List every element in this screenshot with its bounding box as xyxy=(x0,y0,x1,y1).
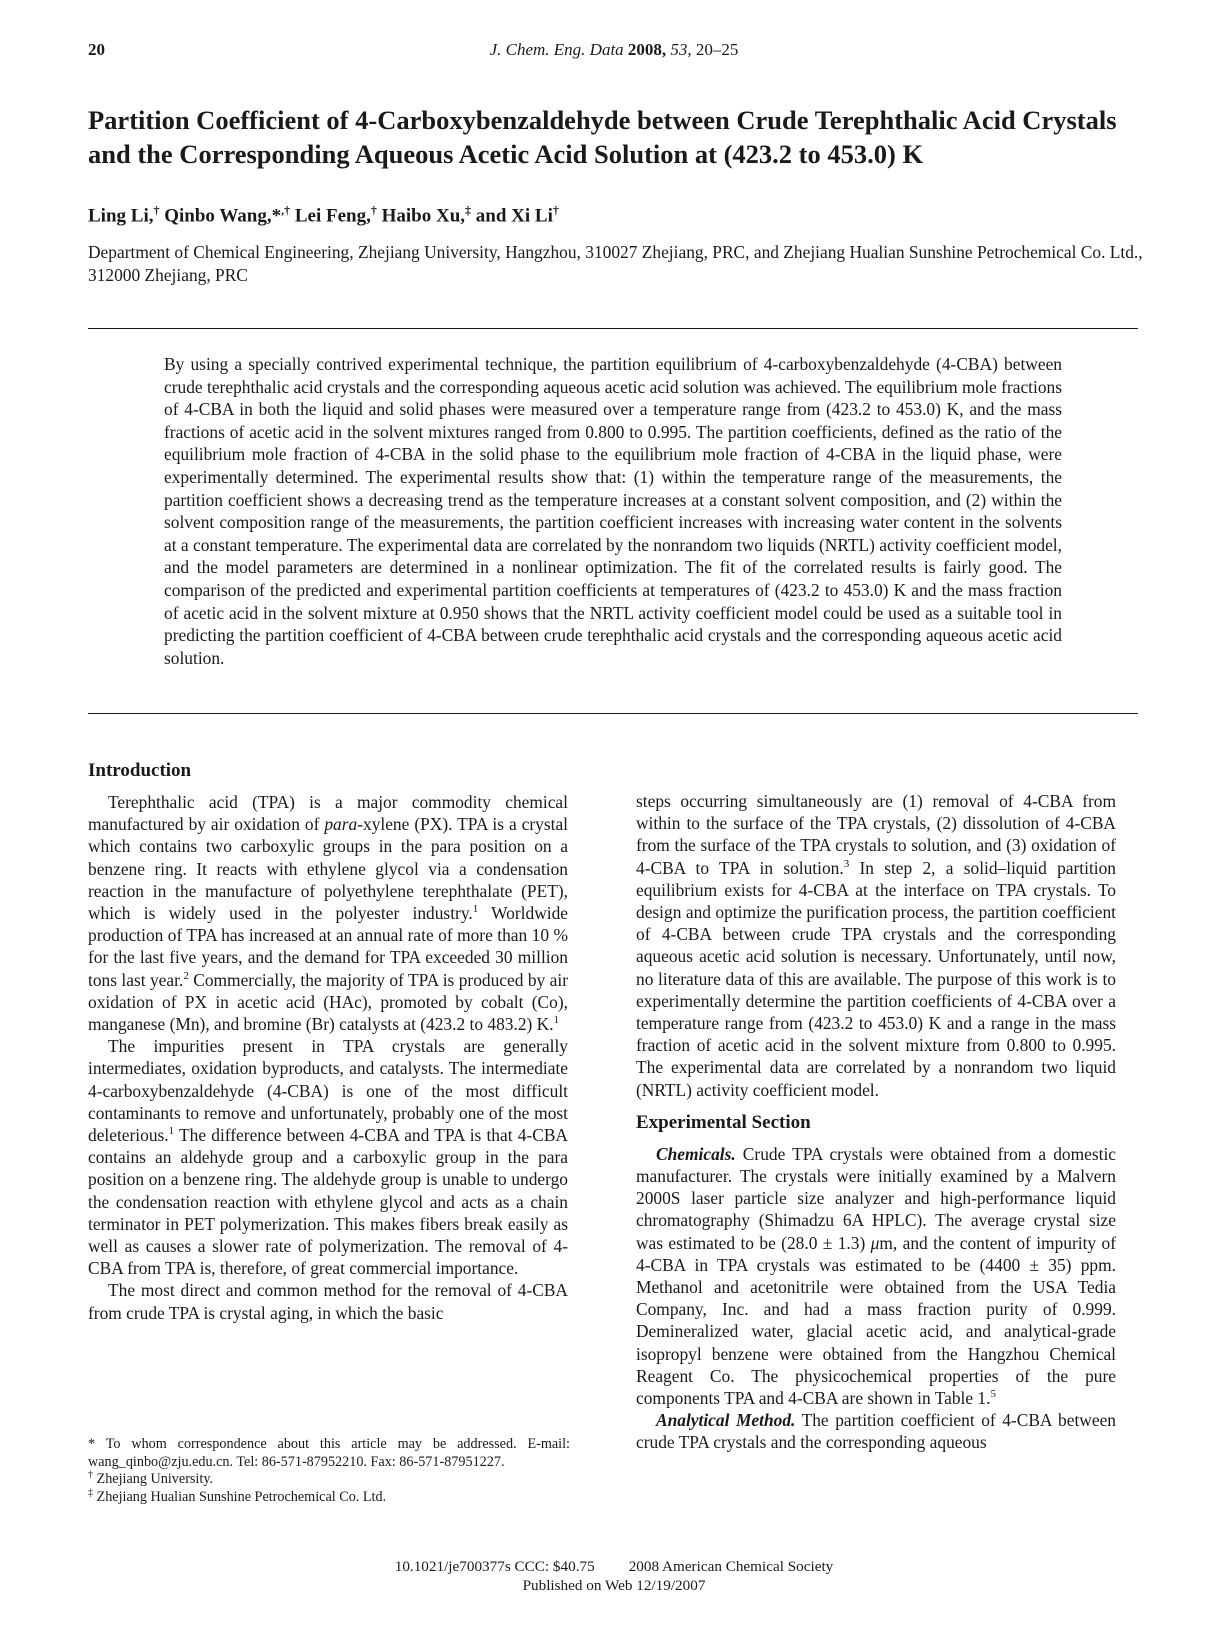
page-number: 20 xyxy=(88,40,105,59)
reference-mark: 3 xyxy=(843,857,850,870)
reference-mark: 1 xyxy=(168,1125,175,1138)
author-list xyxy=(88,203,559,227)
published-date: Published on Web 12/19/2007 xyxy=(522,1577,706,1594)
author-name: Haibo Xu, xyxy=(381,205,466,227)
reference-mark: 2 xyxy=(183,969,189,982)
intro-paragraph-3: The most direct and common method for the removal of 4-CBA from crude TPA is crystal aging, in which the basic xyxy=(88,1280,568,1323)
intro-paragraph-2: The impurities present in TPA crystals are generally intermediates, oxidation byproducts, and catalysts. The intermediate 4-carboxybenzaldehyde (4-CBA) is one of the most difficult contaminants to remove and unfortunately, probably one of the most deleterious.$^1$ The difference between 4-CBA and TPA is that 4-CBA contains an aldehyde group and a carboxylic group in the para position on a benzene ring. The aldehyde group is unable to undergo the condensation reaction with ethylene glycol and acts as a chain terminator in PET polymerization. This makes fibers break easily as well as causes a slower rate of polymerization. The removal of 4-CBA from TPA is, therefore, of great commercial importance. xyxy=(88,1036,568,1279)
journal-citation xyxy=(0,40,1228,60)
reference-mark: 1 xyxy=(472,903,479,916)
article-title: Partition Coefficient of 4-Carboxybenzaldehyde between Crude Terephthalic Acid Crystals and the Corresponding Aqueous Acetic Acid Solution at (423.2 to 453.0) K xyxy=(88,105,1117,169)
doi-price: 10.1021/je700377s CCC: $40.75 xyxy=(394,1558,595,1575)
intro-paragraph-3-continued: steps occurring simultaneously are (1) removal of 4-CBA from within to the surface of the TPA crystals, (2) dissolution of 4-CBA from the surface of the TPA crystals to solution, and (3) oxidation of 4-CBA to TPA in solution.$^3$ In step 2, a solid–liquid partition equilibrium exists for 4-CBA at the interface on TPA crystals. To design and optimize the purification process, the partition coefficient of 4-CBA between crude TPA crystals and the corresponding aqueous acetic acid solution is necessary. Unfortunately, until now, no literature data of this are available. The purpose of this work is to experimentally determine the partition coefficients of 4-CBA over a temperature range from (423.2 to 453.0) K and a range in the mass fraction of acetic acid in the solvent mixture from 0.800 to 0.995. The experimental data are correlated by a nonrandom two liquid (NRTL) activity coefficient model. xyxy=(636,791,1116,1100)
chemicals-paragraph: Chemicals. Crude TPA crystals were obtained from a domestic manufacturer. The crystals were initially examined by a Malvern 2000S laser particle size analyzer and high-performance liquid chromatography (Shimadzu 6A HPLC). The average crystal size was estimated to be (28.0 ± 1.3) μm, and the content of impurity of 4-CBA in TPA crystals was estimated to be (4400 ± 35) ppm. Methanol and acetonitrile were obtained from the USA Tedia Company, Inc. and had a mass fraction purity of 0.999. Demineralized water, glacial acetic acid, and analytical-grade isopropyl benzene were obtained from the Hangzhou Chemical Reagent Co. The physicochemical properties of the pure components TPA and 4-CBA are shown in Table 1.$^5$ xyxy=(636,1143,1116,1409)
analytical-method-paragraph: Analytical Method. The partition coefficient of 4-CBA between crude TPA crystals and the corresponding aqueous xyxy=(636,1410,1116,1453)
journal-volume: 53, xyxy=(670,40,692,59)
footnote-double-dagger: ‡ Zhejiang Hualian Sunshine Petrochemical Co. Ltd. xyxy=(88,1486,387,1505)
author-affiliation-mark: † xyxy=(552,203,559,217)
abstract: By using a specially contrived experimental technique, the partition equilibrium of 4-carboxybenzaldehyde (4-CBA) between crude terephthalic acid crystals and the corresponding aqueous acetic acid solution was achieved. The equilibrium mole fractions of 4-CBA in both the liquid and solid phases were measured over a temperature range from (423.2 to 453.0) K, and the mass fractions of acetic acid in the solvent mixtures ranged from 0.800 to 0.995. The partition coefficients, defined as the ratio of the equilibrium mole fraction of 4-CBA in the solid phase to the equilibrium mole fraction of 4-CBA in the liquid phase, were experimentally determined. The experimental results show that: (1) within the temperature range of the measurements, the partition coefficient shows a decreasing trend as the temperature increases at a constant solvent composition, and (2) within the solvent composition range of the measurements, the partition coefficient increases with increasing water content in the solvents at a constant temperature. The experimental data are correlated by the nonrandom two liquids (NRTL) activity coefficient model, and the model parameters are determined in a nonlinear optimization. The fit of the correlated results is fairly good. The comparison of the predicted and experimental partition coefficients at temperatures of (423.2 to 453.0) K and the mass fraction of acetic acid in the solvent mixture at 0.950 shows that the NRTL activity coefficient model could be used as a suitable tool in predicting the partition coefficient of 4-CBA between crude terephthalic acid crystals and the corresponding aqueous acetic acid solution. xyxy=(164,354,1062,668)
author-affiliation-mark: ,† xyxy=(281,203,291,217)
author-name: Qinbo Wang,* xyxy=(164,205,282,227)
footnote-correspondence: * To whom correspondence about this article may be addressed. E-mail: wang_qinbo@zju.edu.cn. Tel: 86-571-87952210. Fax: 86-571-87951227. xyxy=(88,1436,570,1470)
experimental-heading: Experimental Section xyxy=(636,1111,811,1133)
right-column xyxy=(636,790,1116,1454)
journal-pages: 20–25 xyxy=(695,40,739,59)
author-affiliation-mark: ‡ xyxy=(465,203,472,217)
journal-name: J. Chem. Eng. Data xyxy=(489,40,624,59)
affiliation: Department of Chemical Engineering, Zhejiang University, Hangzhou, 310027 Zhejiang, PRC, and Zhejiang Hualian Sunshine Petrochemical Co. Ltd., 312000 Zhejiang, PRC xyxy=(88,242,1143,285)
introduction-heading: Introduction xyxy=(88,760,192,781)
footnote-dagger: † Zhejiang University. xyxy=(88,1469,214,1487)
copyright: 2008 American Chemical Society xyxy=(628,1558,834,1575)
author-name: Ling Li, xyxy=(88,205,154,227)
reference-mark: 5 xyxy=(990,1388,996,1401)
abstract-top-rule xyxy=(88,328,1138,329)
footnotes xyxy=(88,1436,570,1506)
abstract-bottom-rule xyxy=(88,713,1138,714)
author-affiliation-mark: † xyxy=(153,203,160,217)
author-affiliation-mark: † xyxy=(370,203,377,217)
footer-line-1 xyxy=(0,1558,1228,1576)
reference-mark: 1 xyxy=(553,1014,560,1027)
intro-paragraph-1: Terephthalic acid (TPA) is a major commodity chemical manufactured by air oxidation of para-xylene (PX). TPA is a crystal which contains two carboxylic groups in the para position on a benzene ring. It reacts with ethylene glycol via a condensation reaction in the manufacture of polyethylene terephthalate (PET), which is widely used in the polyester industry.$^1$ Worldwide production of TPA has increased at an annual rate of more than 10 % for the last five years, and the demand for TPA exceeded 30 million tons last year.$^2$ Commercially, the majority of TPA is produced by air oxidation of PX in acetic acid (HAc), promoted by cobalt (Co), manganese (Mn), and bromine (Br) catalysts at (423.2 to 483.2) K.$^1$ xyxy=(88,792,568,1035)
left-column xyxy=(88,759,568,1324)
journal-year: 2008, xyxy=(627,40,667,59)
analytical-method-label: Analytical Method. xyxy=(656,1410,796,1431)
author-name: and Xi Li xyxy=(475,205,553,227)
chemicals-label: Chemicals. xyxy=(656,1143,736,1164)
author-name: Lei Feng, xyxy=(294,205,371,227)
